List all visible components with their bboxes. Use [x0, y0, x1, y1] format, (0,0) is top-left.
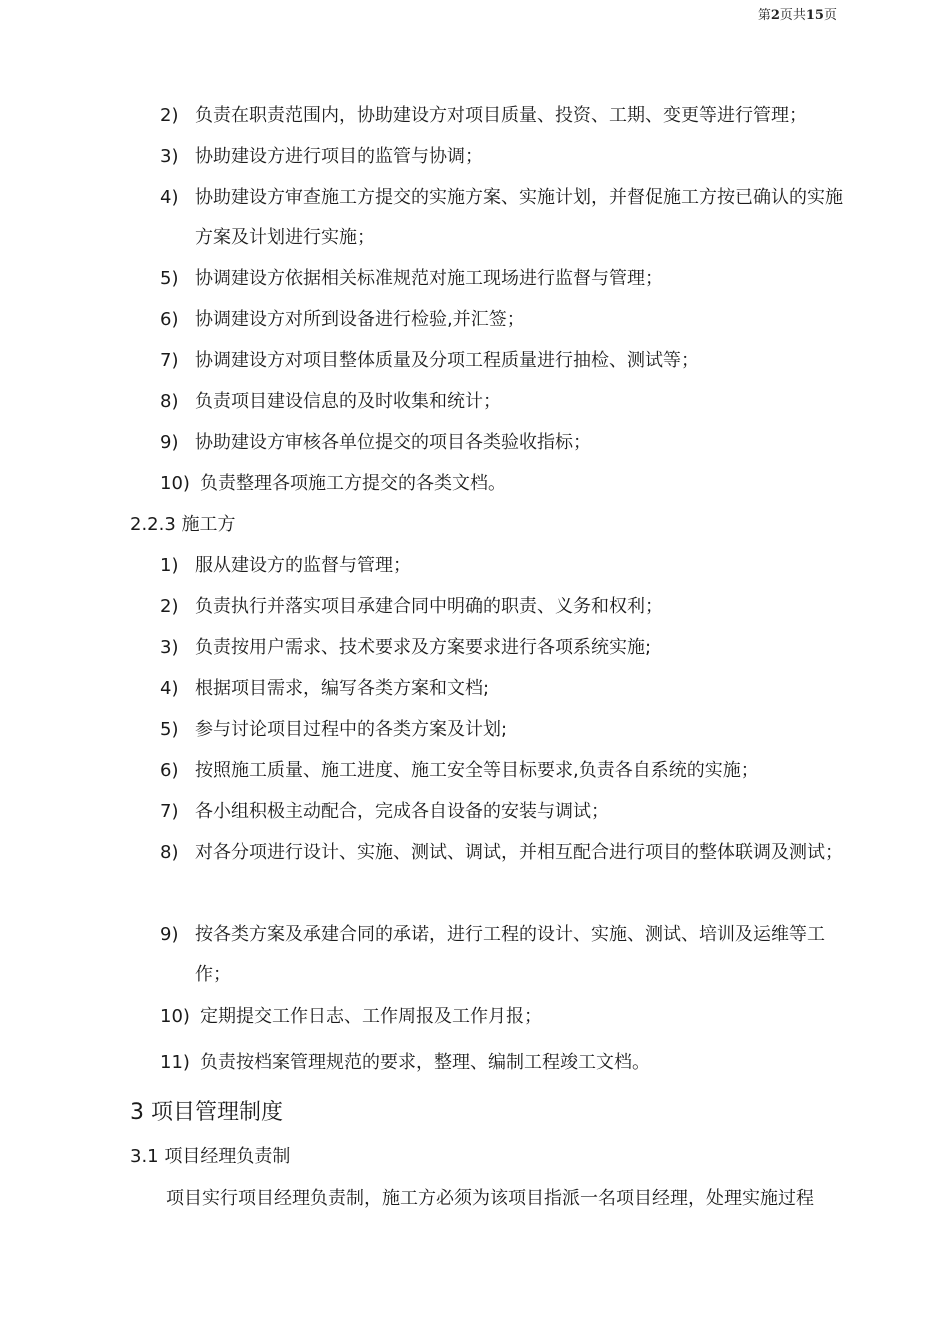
list-item-text: 服从建设方的监督与管理；	[195, 555, 411, 576]
list-item-number: 4)	[160, 678, 179, 699]
list-item-text: 协助建设方进行项目的监管与协调；	[195, 146, 483, 167]
list-item-text: 负责项目建设信息的及时收集和统计；	[195, 391, 501, 412]
list-item-number: 4)	[160, 187, 179, 208]
list-item-number: 9)	[160, 432, 179, 453]
list-item-number: 7)	[160, 350, 179, 371]
list-item-number: 7)	[160, 801, 179, 822]
list-item-number: 9)	[160, 924, 179, 945]
body-paragraph: 项目实行项目经理负责制，施工方必须为该项目指派一名项目经理，处理实施过程	[166, 1188, 814, 1209]
list-item-number: 6)	[160, 309, 179, 330]
list-item-text: 定期提交工作日志、工作周报及工作月报；	[200, 1006, 542, 1027]
list-item	[160, 137, 850, 177]
list-item-text: 协调建设方依据相关标准规范对施工现场进行监督与管理；	[195, 268, 663, 289]
section-heading-3: 3 项目管理制度	[130, 1100, 283, 1125]
page-total: 15	[805, 8, 824, 23]
page-current: 2	[770, 8, 780, 23]
list-item-number: 5)	[160, 719, 179, 740]
list-item	[160, 915, 850, 995]
list-item-text: 负责整理各项施工方提交的各类文档。	[200, 473, 506, 494]
list-item	[160, 587, 850, 627]
list-item	[160, 259, 850, 299]
list-item-number: 10)	[160, 473, 190, 494]
list-item-text: 负责按档案管理规范的要求，整理、编制工程竣工文档。	[200, 1052, 650, 1073]
list-item-text: 协调建设方对项目整体质量及分项工程质量进行抽检、测试等；	[195, 350, 699, 371]
list-item-text: 协调建设方对所到设备进行检验,并汇签；	[195, 309, 525, 330]
list-item	[160, 669, 850, 709]
list-item-number: 1)	[160, 555, 179, 576]
list-item-text: 协助建设方审查施工方提交的实施方案、实施计划，并督促施工方按已确认的实施方案及计划进行实施；	[195, 187, 843, 248]
list-item	[160, 341, 850, 381]
list-item-number: 3)	[160, 146, 179, 167]
list-item	[160, 751, 850, 791]
list-item	[160, 423, 850, 463]
list-item-text: 各小组积极主动配合，完成各自设备的安装与调试；	[195, 801, 609, 822]
list-item-number: 2)	[160, 596, 179, 617]
list-item-text: 根据项目需求，编写各类方案和文档;	[195, 678, 490, 699]
page-middle: 页共	[779, 8, 806, 23]
list-item	[160, 546, 850, 586]
list-item-number: 10)	[160, 1006, 190, 1027]
subsection-heading-3-1: 3.1 项目经理负责制	[130, 1146, 291, 1167]
list-item	[160, 464, 850, 504]
list-item-number: 3)	[160, 637, 179, 658]
list-item	[160, 178, 850, 258]
list-item-number: 2)	[160, 105, 179, 126]
list-item-number: 8)	[160, 842, 179, 863]
page-suffix: 页	[823, 8, 837, 23]
list-item	[160, 997, 850, 1037]
page-prefix: 第	[757, 8, 771, 23]
list-item-text: 按照施工质量、施工进度、施工安全等目标要求,负责各自系统的实施；	[195, 760, 759, 781]
list-item-text: 负责在职责范围内，协助建设方对项目质量、投资、工期、变更等进行管理；	[195, 105, 807, 126]
page-number-header	[758, 4, 837, 23]
list-item-text: 按各类方案及承建合同的承诺，进行工程的设计、实施、测试、培训及运维等工作；	[195, 924, 825, 985]
list-item-text: 负责执行并落实项目承建合同中明确的职责、义务和权利；	[195, 596, 663, 617]
list-item-text: 负责按用户需求、技术要求及方案要求进行各项系统实施;	[195, 637, 652, 658]
subsection-heading-2-2-3: 2.2.3 施工方	[130, 514, 236, 535]
list-item-number: 11)	[160, 1052, 190, 1073]
list-item	[160, 1043, 850, 1083]
list-item-number: 8)	[160, 391, 179, 412]
list-item	[160, 300, 850, 340]
list-item	[160, 792, 850, 832]
list-item-number: 6)	[160, 760, 179, 781]
list-item-text: 协助建设方审核各单位提交的项目各类验收指标；	[195, 432, 591, 453]
list-item	[160, 628, 850, 668]
list-item-text: 对各分项进行设计、实施、测试、调试，并相互配合进行项目的整体联调及测试；	[195, 842, 843, 863]
list-item-number: 5)	[160, 268, 179, 289]
list-item-text: 参与讨论项目过程中的各类方案及计划;	[195, 719, 508, 740]
list-item	[160, 96, 850, 136]
list-item	[160, 833, 850, 873]
list-item	[160, 382, 850, 422]
list-item	[160, 710, 850, 750]
